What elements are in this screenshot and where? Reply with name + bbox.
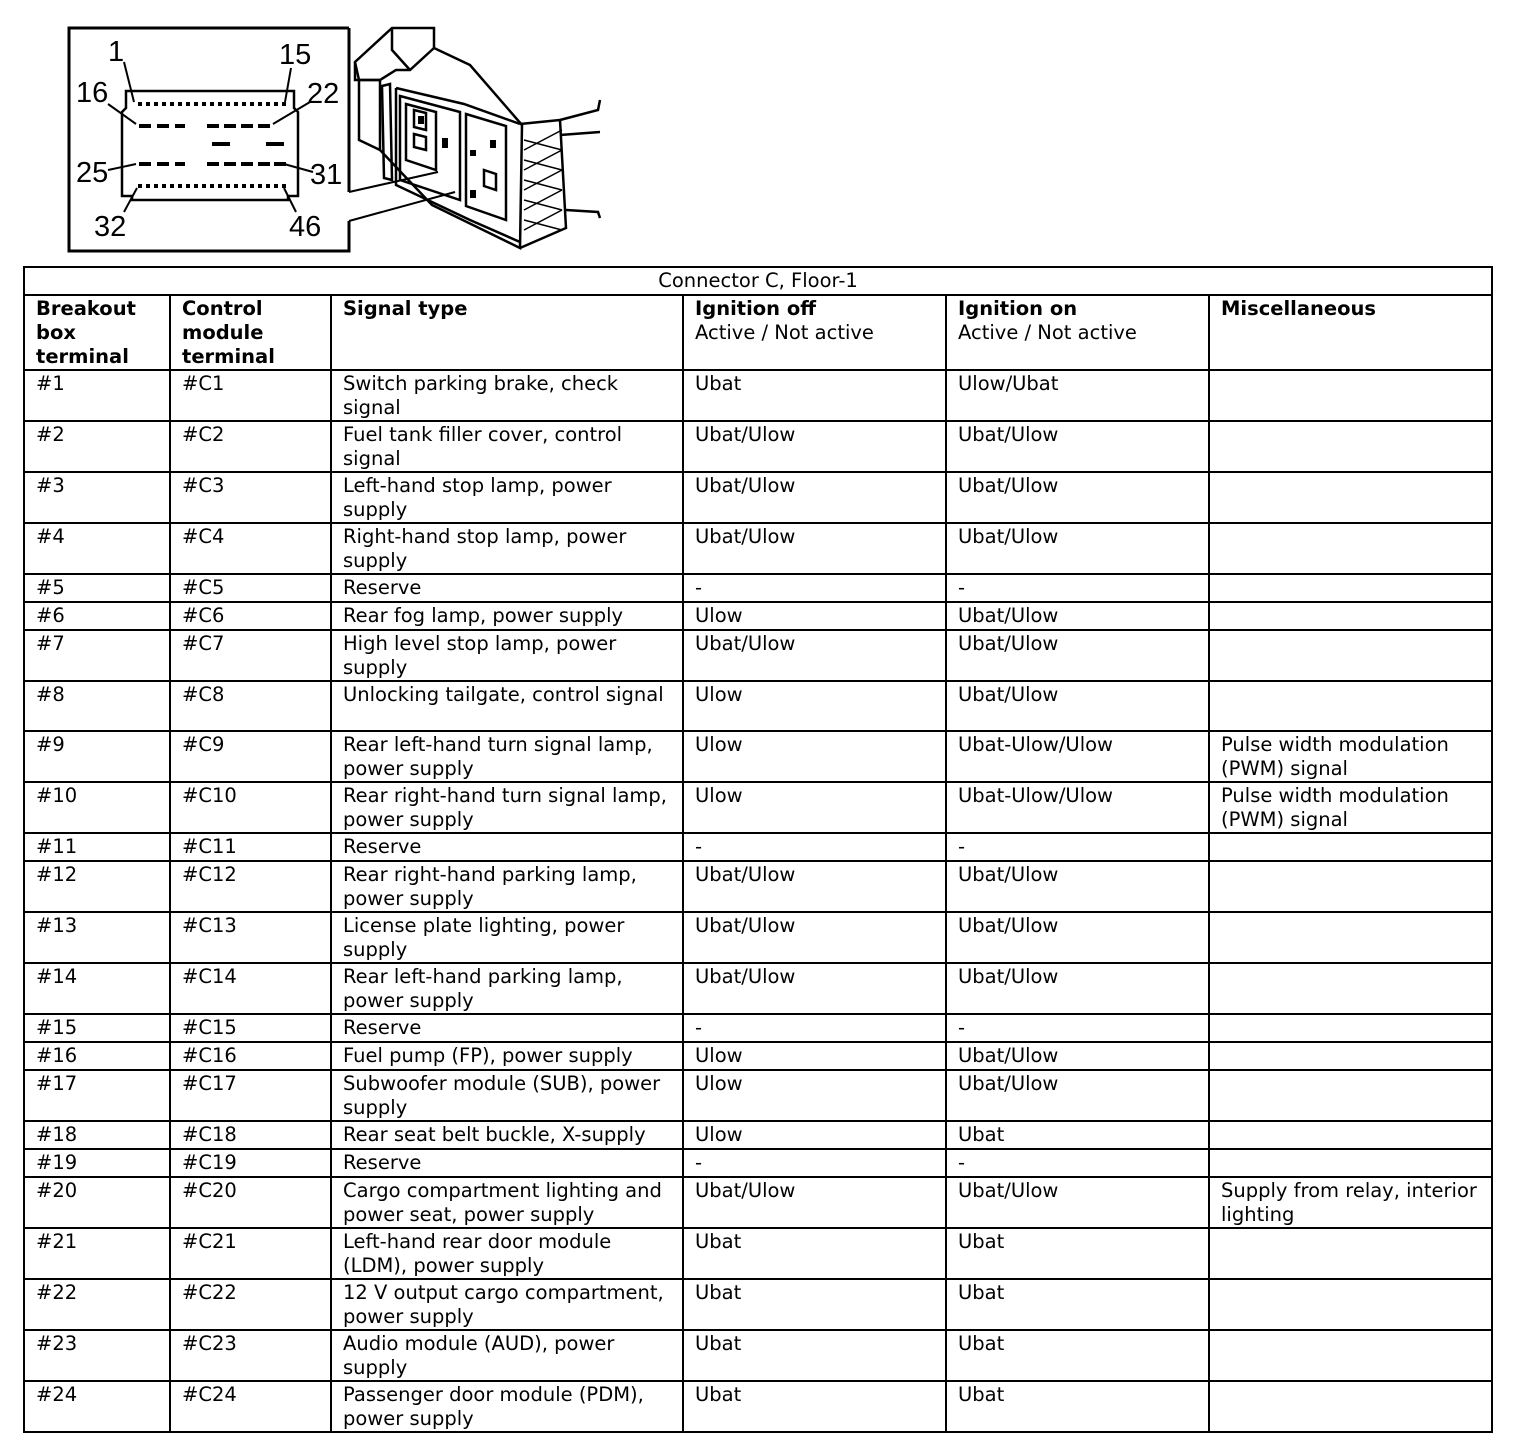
signal-type-cell: Reserve <box>331 1014 683 1042</box>
pin-label-32: 32 <box>94 211 127 243</box>
module-terminal-cell: #C21 <box>170 1228 331 1279</box>
miscellaneous-cell <box>1209 1070 1492 1121</box>
table-caption: Connector C, Floor-1 <box>24 267 1492 295</box>
module-terminal-cell: #C3 <box>170 472 331 523</box>
ignition-on-cell: Ubat <box>946 1330 1209 1381</box>
breakout-terminal-cell: #1 <box>24 370 170 421</box>
table-row <box>24 912 1492 963</box>
ignition-on-cell: Ubat/Ulow <box>946 912 1209 963</box>
signal-type-cell: Reserve <box>331 1149 683 1177</box>
signal-type-cell: Rear left-hand turn signal lamp, power supply <box>331 731 683 782</box>
breakout-terminal-cell: #3 <box>24 472 170 523</box>
table-row <box>24 574 1492 602</box>
breakout-terminal-cell: #4 <box>24 523 170 574</box>
ignition-off-cell: - <box>683 574 946 602</box>
ignition-off-cell: Ubat <box>683 1330 946 1381</box>
pin-label-46: 46 <box>289 211 322 243</box>
signal-type-cell: Unlocking tailgate, control signal <box>331 681 683 731</box>
module-terminal-cell: #C1 <box>170 370 331 421</box>
ignition-off-cell: - <box>683 833 946 861</box>
miscellaneous-cell: Pulse width modulation (PWM) signal <box>1209 731 1492 782</box>
ignition-off-cell: Ulow <box>683 1042 946 1070</box>
signal-type-cell: Left-hand rear door module (LDM), power supply <box>331 1228 683 1279</box>
ignition-on-cell: Ubat-Ulow/Ulow <box>946 731 1209 782</box>
miscellaneous-cell <box>1209 472 1492 523</box>
table-row <box>24 833 1492 861</box>
header-label: Miscellaneous <box>1221 297 1377 320</box>
table-row <box>24 963 1492 1014</box>
signal-type-cell: Switch parking brake, check signal <box>331 370 683 421</box>
table-header-row <box>24 295 1492 370</box>
module-terminal-cell: #C17 <box>170 1070 331 1121</box>
ignition-on-cell: Ubat/Ulow <box>946 1177 1209 1228</box>
table-row <box>24 602 1492 630</box>
module-terminal-cell: #C2 <box>170 421 331 472</box>
signal-type-cell: Rear right-hand parking lamp, power supply <box>331 861 683 912</box>
connector-diagram <box>0 0 620 262</box>
breakout-terminal-cell: #20 <box>24 1177 170 1228</box>
signal-type-cell: Reserve <box>331 833 683 861</box>
ignition-off-cell: Ulow <box>683 782 946 833</box>
signal-type-cell: Reserve <box>331 574 683 602</box>
ignition-off-cell: Ulow <box>683 731 946 782</box>
module-terminal-cell: #C13 <box>170 912 331 963</box>
miscellaneous-cell <box>1209 523 1492 574</box>
breakout-terminal-cell: #5 <box>24 574 170 602</box>
ignition-on-cell: - <box>946 1149 1209 1177</box>
ignition-on-cell: Ubat <box>946 1279 1209 1330</box>
breakout-terminal-cell: #7 <box>24 630 170 681</box>
signal-type-cell: Left-hand stop lamp, power supply <box>331 472 683 523</box>
ignition-on-cell: Ubat <box>946 1381 1209 1432</box>
module-terminal-cell: #C4 <box>170 523 331 574</box>
table-row <box>24 1279 1492 1330</box>
module-terminal-cell: #C14 <box>170 963 331 1014</box>
table-row <box>24 421 1492 472</box>
module-terminal-cell: #C19 <box>170 1149 331 1177</box>
miscellaneous-cell <box>1209 602 1492 630</box>
ignition-on-cell: - <box>946 574 1209 602</box>
table-row <box>24 630 1492 681</box>
module-terminal-cell: #C6 <box>170 602 331 630</box>
breakout-terminal-cell: #17 <box>24 1070 170 1121</box>
signal-type-cell: Rear seat belt buckle, X-supply <box>331 1121 683 1149</box>
header-ignition-off <box>683 295 946 370</box>
table-row <box>24 1177 1492 1228</box>
ignition-off-cell: - <box>683 1149 946 1177</box>
table-row <box>24 731 1492 782</box>
ignition-on-cell: Ubat/Ulow <box>946 963 1209 1014</box>
ignition-off-cell: Ubat/Ulow <box>683 1177 946 1228</box>
signal-type-cell: Fuel tank filler cover, control signal <box>331 421 683 472</box>
breakout-terminal-cell: #15 <box>24 1014 170 1042</box>
breakout-terminal-cell: #6 <box>24 602 170 630</box>
ignition-off-cell: Ulow <box>683 602 946 630</box>
connector-pinout-illustration <box>0 0 620 262</box>
miscellaneous-cell <box>1209 1149 1492 1177</box>
breakout-terminal-cell: #24 <box>24 1381 170 1432</box>
miscellaneous-cell <box>1209 681 1492 731</box>
miscellaneous-cell <box>1209 1330 1492 1381</box>
signal-type-cell: Rear left-hand parking lamp, power supply <box>331 963 683 1014</box>
ignition-off-cell: Ubat/Ulow <box>683 523 946 574</box>
header-signal-type <box>331 295 683 370</box>
module-terminal-cell: #C5 <box>170 574 331 602</box>
ignition-on-cell: Ulow/Ubat <box>946 370 1209 421</box>
ignition-on-cell: Ubat-Ulow/Ulow <box>946 782 1209 833</box>
miscellaneous-cell <box>1209 912 1492 963</box>
module-terminal-cell: #C18 <box>170 1121 331 1149</box>
ignition-off-cell: Ulow <box>683 1121 946 1149</box>
breakout-terminal-cell: #8 <box>24 681 170 731</box>
ignition-off-cell: Ubat/Ulow <box>683 963 946 1014</box>
ignition-off-cell: Ubat/Ulow <box>683 630 946 681</box>
miscellaneous-cell <box>1209 1381 1492 1432</box>
ignition-on-cell: Ubat/Ulow <box>946 1042 1209 1070</box>
miscellaneous-cell <box>1209 963 1492 1014</box>
miscellaneous-cell <box>1209 630 1492 681</box>
miscellaneous-cell <box>1209 1042 1492 1070</box>
header-label: Signal type <box>343 297 468 320</box>
breakout-terminal-cell: #23 <box>24 1330 170 1381</box>
signal-type-cell: Rear fog lamp, power supply <box>331 602 683 630</box>
miscellaneous-cell <box>1209 574 1492 602</box>
breakout-terminal-cell: #19 <box>24 1149 170 1177</box>
ignition-off-cell: Ubat <box>683 370 946 421</box>
table-row <box>24 472 1492 523</box>
table-row <box>24 782 1492 833</box>
module-terminal-cell: #C22 <box>170 1279 331 1330</box>
signal-type-cell: Cargo compartment lighting and power seat, power supply <box>331 1177 683 1228</box>
table-row <box>24 1381 1492 1432</box>
ignition-off-cell: Ulow <box>683 681 946 731</box>
table-row <box>24 1121 1492 1149</box>
table-row <box>24 861 1492 912</box>
ignition-off-cell: Ubat/Ulow <box>683 472 946 523</box>
ignition-on-cell: - <box>946 1014 1209 1042</box>
ignition-off-cell: Ubat/Ulow <box>683 861 946 912</box>
miscellaneous-cell <box>1209 1279 1492 1330</box>
signal-type-cell: 12 V output cargo compartment, power supply <box>331 1279 683 1330</box>
ignition-on-cell: Ubat/Ulow <box>946 421 1209 472</box>
breakout-terminal-cell: #21 <box>24 1228 170 1279</box>
breakout-terminal-cell: #14 <box>24 963 170 1014</box>
ignition-on-cell: Ubat/Ulow <box>946 630 1209 681</box>
breakout-terminal-cell: #22 <box>24 1279 170 1330</box>
ignition-off-cell: Ulow <box>683 1070 946 1121</box>
pin-label-15: 15 <box>279 39 312 71</box>
ignition-off-cell: Ubat <box>683 1228 946 1279</box>
table-row <box>24 1070 1492 1121</box>
header-label: Ignition on <box>958 297 1078 320</box>
signal-type-cell: Subwoofer module (SUB), power supply <box>331 1070 683 1121</box>
module-terminal-cell: #C10 <box>170 782 331 833</box>
miscellaneous-cell <box>1209 370 1492 421</box>
table-row <box>24 1149 1492 1177</box>
breakout-terminal-cell: #9 <box>24 731 170 782</box>
module-terminal-cell: #C8 <box>170 681 331 731</box>
header-sublabel: Active / Not active <box>958 321 1137 344</box>
module-terminal-cell: #C7 <box>170 630 331 681</box>
header-label: Ignition off <box>695 297 817 320</box>
pin-label-22: 22 <box>307 78 340 110</box>
ignition-off-cell: Ubat/Ulow <box>683 912 946 963</box>
breakout-terminal-cell: #10 <box>24 782 170 833</box>
miscellaneous-cell: Pulse width modulation (PWM) signal <box>1209 782 1492 833</box>
header-sublabel: Active / Not active <box>695 321 874 344</box>
header-ignition-on <box>946 295 1209 370</box>
pin-label-31: 31 <box>310 159 343 191</box>
header-label: Breakout box terminal <box>36 297 136 368</box>
breakout-terminal-cell: #11 <box>24 833 170 861</box>
signal-type-cell: Audio module (AUD), power supply <box>331 1330 683 1381</box>
breakout-terminal-cell: #18 <box>24 1121 170 1149</box>
table-row <box>24 681 1492 731</box>
table-row <box>24 523 1492 574</box>
connector-housing-drawing <box>355 28 600 248</box>
ignition-on-cell: Ubat <box>946 1228 1209 1279</box>
ignition-on-cell: - <box>946 833 1209 861</box>
ignition-on-cell: Ubat/Ulow <box>946 602 1209 630</box>
ignition-off-cell: - <box>683 1014 946 1042</box>
ignition-off-cell: Ubat/Ulow <box>683 421 946 472</box>
module-terminal-cell: #C12 <box>170 861 331 912</box>
ignition-on-cell: Ubat/Ulow <box>946 861 1209 912</box>
signal-type-cell: Rear right-hand turn signal lamp, power supply <box>331 782 683 833</box>
breakout-terminal-cell: #12 <box>24 861 170 912</box>
ignition-on-cell: Ubat/Ulow <box>946 681 1209 731</box>
pin-label-25: 25 <box>76 157 109 189</box>
table-row <box>24 1042 1492 1070</box>
connector-c-table <box>23 266 1493 1433</box>
signal-type-cell: Fuel pump (FP), power supply <box>331 1042 683 1070</box>
header-breakout-box-terminal <box>24 295 170 370</box>
ignition-off-cell: Ubat <box>683 1381 946 1432</box>
breakout-terminal-cell: #13 <box>24 912 170 963</box>
ignition-off-cell: Ubat <box>683 1279 946 1330</box>
module-terminal-cell: #C24 <box>170 1381 331 1432</box>
module-terminal-cell: #C9 <box>170 731 331 782</box>
miscellaneous-cell <box>1209 1014 1492 1042</box>
breakout-terminal-cell: #2 <box>24 421 170 472</box>
breakout-terminal-cell: #16 <box>24 1042 170 1070</box>
signal-type-cell: Right-hand stop lamp, power supply <box>331 523 683 574</box>
table-row <box>24 1330 1492 1381</box>
miscellaneous-cell <box>1209 833 1492 861</box>
ignition-on-cell: Ubat/Ulow <box>946 1070 1209 1121</box>
module-terminal-cell: #C15 <box>170 1014 331 1042</box>
miscellaneous-cell <box>1209 421 1492 472</box>
signal-type-cell: Passenger door module (PDM), power supply <box>331 1381 683 1432</box>
header-control-module-terminal <box>170 295 331 370</box>
miscellaneous-cell: Supply from relay, interior lighting <box>1209 1177 1492 1228</box>
table-caption-row <box>24 267 1492 295</box>
module-terminal-cell: #C11 <box>170 833 331 861</box>
table-body <box>24 267 1492 1432</box>
header-miscellaneous <box>1209 295 1492 370</box>
ignition-on-cell: Ubat/Ulow <box>946 523 1209 574</box>
pin-label-16: 16 <box>76 77 109 109</box>
signal-type-cell: High level stop lamp, power supply <box>331 630 683 681</box>
miscellaneous-cell <box>1209 1121 1492 1149</box>
module-terminal-cell: #C16 <box>170 1042 331 1070</box>
header-label: Control module terminal <box>182 297 275 368</box>
table-row <box>24 1014 1492 1042</box>
miscellaneous-cell <box>1209 1228 1492 1279</box>
table-row <box>24 370 1492 421</box>
miscellaneous-cell <box>1209 861 1492 912</box>
signal-type-cell: License plate lighting, power supply <box>331 912 683 963</box>
module-terminal-cell: #C20 <box>170 1177 331 1228</box>
ignition-on-cell: Ubat/Ulow <box>946 472 1209 523</box>
module-terminal-cell: #C23 <box>170 1330 331 1381</box>
pin-label-1: 1 <box>108 36 125 68</box>
ignition-on-cell: Ubat <box>946 1121 1209 1149</box>
table-row <box>24 1228 1492 1279</box>
